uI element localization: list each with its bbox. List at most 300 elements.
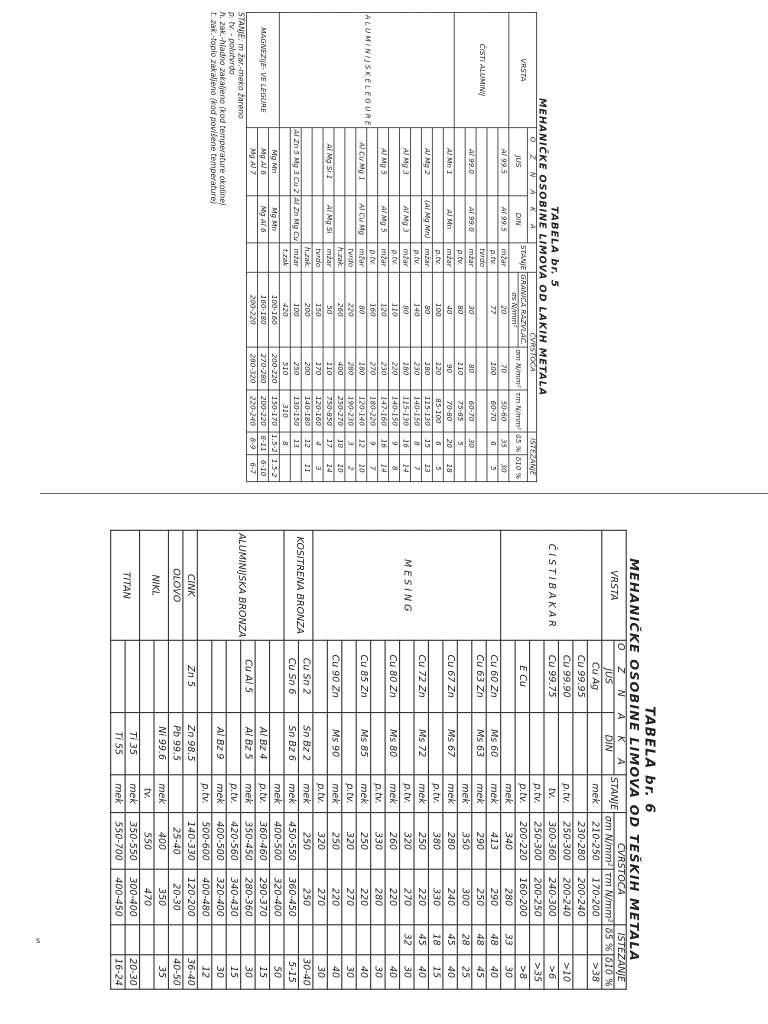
din-cell — [428, 712, 442, 774]
table6-vrsta-header: VRSTA — [602, 530, 626, 640]
delta5-cell: 9 — [367, 432, 378, 455]
table6-oznaka-header: O Z N A K A — [614, 640, 626, 774]
din-cell: Mg Mn — [268, 195, 279, 243]
sigma-m-cell: 340 — [501, 813, 515, 869]
group-label-kositrena: KOSITRENA BRONZA — [284, 530, 313, 640]
sigma-m-cell: 250-300 — [558, 813, 572, 869]
stanje-cell: p.tv. — [371, 774, 385, 813]
sigma-m-cell: 200-220 — [515, 813, 529, 869]
jus-cell — [457, 640, 471, 712]
jus-cell: Cu 60 Zn — [486, 640, 500, 712]
stanje-cell: p.tv. — [367, 242, 378, 271]
jus-cell: Zn 5 — [183, 640, 197, 712]
table-row — [168, 530, 182, 989]
din-cell — [197, 712, 211, 774]
sigma-m-cell: 330 — [371, 813, 385, 869]
jus-cell — [197, 640, 211, 712]
delta10-cell: >10 — [558, 954, 572, 989]
stanje-cell: p.tv. — [428, 774, 442, 813]
granica-cell: 80 — [400, 272, 411, 347]
stanje-cell: mek — [284, 774, 298, 813]
delta10-cell: 14 — [323, 454, 334, 481]
jus-cell — [428, 640, 442, 712]
din-cell: Al Bz 4 — [255, 712, 269, 774]
stanje-cell: mek — [443, 774, 457, 813]
delta10-cell: 16-24 — [111, 954, 125, 989]
tau-m-cell: 400-480 — [197, 869, 211, 925]
tau-m-cell: 200-240 — [573, 869, 587, 925]
stanje-cell: mek — [154, 774, 168, 813]
table6-page — [0, 520, 768, 1000]
delta10-cell: 15 — [226, 954, 240, 989]
sigma-m-cell: 280-320 — [247, 347, 258, 390]
tau-m-cell: 170-200 — [587, 869, 601, 925]
jus-cell: Al Mg 5 — [378, 127, 389, 195]
delta5-cell — [371, 925, 385, 954]
table-row — [443, 12, 454, 481]
stanje-cell: mek — [356, 774, 370, 813]
jus-cell: Cu Sn 2 — [298, 640, 312, 712]
tau-m-cell: 250 — [298, 869, 312, 925]
granica-cell: 150 — [312, 272, 323, 347]
sigma-m-cell: 250 — [356, 813, 370, 869]
delta10-cell: 30 — [498, 454, 509, 481]
tau-m-cell: 20-30 — [168, 869, 182, 925]
group-label-mesing: M E S I N G — [313, 530, 501, 640]
jus-cell — [530, 640, 544, 712]
granica-cell: 80 — [421, 272, 432, 347]
delta5-cell — [385, 925, 399, 954]
sigma-m-cell: 200-220 — [268, 347, 279, 390]
din-cell: Al Zn Mg Cu — [290, 195, 301, 243]
delta10-cell: 35 — [154, 954, 168, 989]
tau-m-cell: 150-170 — [268, 389, 279, 431]
table-row — [486, 530, 500, 989]
table6-istezanje-header: ISTEZANJE — [614, 925, 626, 990]
tau-m-cell: 140-150 — [410, 389, 421, 431]
granica-cell: 80 — [454, 272, 465, 347]
delta5-cell — [544, 925, 558, 954]
stanje-cell: p.tv. — [487, 242, 498, 271]
table5-istezanje-header: ISTEZANJE — [527, 432, 536, 481]
delta5-cell — [140, 925, 154, 954]
delta5-cell: 16 — [378, 432, 389, 455]
delta10-cell: 13 — [421, 454, 432, 481]
granica-cell: 200 — [301, 272, 312, 347]
tau-m-cell: 60-70 — [465, 389, 476, 431]
tau-m-cell: 250-270 — [334, 389, 345, 431]
jus-cell — [125, 640, 139, 712]
stanje-cell: p.tv. — [530, 774, 544, 813]
tau-m-cell: 270 — [342, 869, 356, 925]
table6-delta10-header: δ10 % — [602, 954, 614, 989]
stanje-cell: p.tv. — [400, 774, 414, 813]
delta10-cell: >6 — [544, 954, 558, 989]
din-cell — [247, 195, 258, 243]
delta10-cell: 14 — [378, 454, 389, 481]
jus-cell — [255, 640, 269, 712]
stanje-cell: p.tv. — [432, 242, 443, 271]
granica-cell — [476, 272, 487, 347]
table5-jus-header: JUS — [509, 127, 527, 195]
sigma-m-cell: 180 — [400, 347, 411, 390]
jus-cell: Al Mn 1 — [443, 127, 454, 195]
table-row — [298, 530, 312, 989]
sigma-m-cell: 260 — [385, 813, 399, 869]
sigma-m-cell: 250 — [298, 813, 312, 869]
delta5-cell: 48 — [486, 925, 500, 954]
tau-m-cell: 220 — [356, 869, 370, 925]
din-cell: Ms 80 — [385, 712, 399, 774]
delta5-cell: 8 — [410, 432, 421, 455]
table6-jus-header: JUS — [602, 640, 614, 712]
stanje-cell: p.tv. — [226, 774, 240, 813]
group-label-al_bronza: ALUMINIJSKA BRONZA — [197, 530, 284, 640]
delta5-cell: 6 — [487, 432, 498, 455]
group-label-cink: CINK — [183, 530, 197, 640]
tau-m-cell: 300 — [457, 869, 471, 925]
din-cell — [587, 712, 601, 774]
stanje-cell: mek — [212, 774, 226, 813]
din-cell — [454, 195, 465, 243]
delta5-cell — [558, 925, 572, 954]
delta10-cell: 2 — [345, 454, 356, 481]
table5 — [246, 12, 537, 482]
tau-m-cell: 240-300 — [544, 869, 558, 925]
delta5-cell: 48 — [472, 925, 486, 954]
stanje-cell: mek — [111, 774, 125, 813]
table-row — [183, 530, 197, 989]
jus-cell — [111, 640, 125, 712]
delta10-cell — [476, 454, 487, 481]
sigma-m-cell: 400 — [334, 347, 345, 390]
stanje-cell: p.tv. — [255, 774, 269, 813]
granica-cell: 220 — [345, 272, 356, 347]
din-cell: (Al Mg Mn) — [421, 195, 432, 243]
delta5-cell — [530, 925, 544, 954]
tau-m-cell: 140-150 — [389, 389, 400, 431]
tau-m-cell: 115-130 — [400, 389, 411, 431]
delta10-cell: 30 — [241, 954, 255, 989]
delta5-cell — [356, 925, 370, 954]
jus-cell — [168, 640, 182, 712]
din-cell — [400, 712, 414, 774]
tau-m-cell: 290 — [486, 869, 500, 925]
tau-m-cell: 280 — [501, 869, 515, 925]
din-cell: Al 99.0 — [465, 195, 476, 243]
tau-m-cell: 140-180 — [301, 389, 312, 431]
delta10-cell: 30 — [342, 954, 356, 989]
sigma-m-cell: 320 — [342, 813, 356, 869]
sigma-m-cell: 270-280 — [257, 347, 268, 390]
delta5-cell — [125, 925, 139, 954]
delta10-cell: 40 — [443, 954, 457, 989]
jus-cell: E Cu — [515, 640, 529, 712]
table5-sigma-s-header: σs N/mm² — [509, 272, 518, 347]
footer-line: t. zak.-toplo zakaljeno (kod povišene temperature) — [208, 11, 217, 204]
granica-cell: 140 — [410, 272, 421, 347]
jus-cell — [212, 640, 226, 712]
stanje-cell: t.zak — [279, 242, 290, 271]
delta10-cell: 10 — [334, 454, 345, 481]
delta5-cell — [255, 925, 269, 954]
delta5-cell: 45 — [443, 925, 457, 954]
table5-page — [0, 0, 768, 493]
table5-rotated — [207, 12, 560, 482]
din-cell — [313, 712, 327, 774]
delta5-cell — [226, 925, 240, 954]
table5-sigma-m-header: σm N/mm² — [509, 347, 527, 390]
margin-mark: s — [36, 936, 41, 945]
delta10-cell: 6-10 — [257, 454, 268, 481]
delta5-cell — [313, 925, 327, 954]
table6-din-header: DIN — [602, 712, 614, 774]
stanje-cell: tvrdo — [345, 242, 356, 271]
stanje-cell: mek — [241, 774, 255, 813]
jus-cell — [501, 640, 515, 712]
delta5-cell: 28 — [457, 925, 471, 954]
stanje-cell: p.tv. — [410, 242, 421, 271]
delta5-cell — [270, 925, 284, 954]
tau-m-cell: 147-160 — [378, 389, 389, 431]
granica-cell: 160-180 — [257, 272, 268, 347]
sigma-m-cell: 400-500 — [270, 813, 284, 869]
delta10-cell: 45 — [472, 954, 486, 989]
stanje-cell: p.tv. — [558, 774, 572, 813]
sigma-m-cell: 350-450 — [241, 813, 255, 869]
table-row — [268, 12, 279, 481]
group-label-cisti: ČISTI ALUMINIJ — [454, 12, 509, 127]
din-cell: Sn Bz 2 — [298, 712, 312, 774]
stanje-cell — [268, 242, 279, 271]
sigma-m-cell: 90 — [443, 347, 454, 390]
tau-m-cell: 200-220 — [257, 389, 268, 431]
din-cell — [140, 712, 154, 774]
jus-cell: Cu 99.90 — [558, 640, 572, 712]
sigma-m-cell: 230-280 — [573, 813, 587, 869]
delta10-cell: 3 — [312, 454, 323, 481]
sigma-m-cell: 120 — [432, 347, 443, 390]
delta10-cell: 25 — [457, 954, 471, 989]
stanje-cell — [247, 242, 258, 271]
stanje-cell: mžar — [356, 242, 367, 271]
table-row — [498, 12, 509, 481]
tau-m-cell: 85-100 — [432, 389, 443, 431]
din-cell — [226, 712, 240, 774]
sigma-m-cell: 140-330 — [183, 813, 197, 869]
delta5-cell — [212, 925, 226, 954]
delta5-cell: 45 — [414, 925, 428, 954]
tau-m-cell: 470 — [140, 869, 154, 925]
jus-cell: Cu 99.75 — [544, 640, 558, 712]
jus-cell: Al Mg 3 — [400, 127, 411, 195]
delta10-cell: 15 — [428, 954, 442, 989]
delta5-cell: 8 — [279, 432, 290, 455]
delta10-cell: >35 — [530, 954, 544, 989]
din-cell — [515, 712, 529, 774]
stanje-cell: mžar — [290, 242, 301, 271]
sigma-m-cell: 280 — [443, 813, 457, 869]
jus-cell: Cu 63 Zn — [472, 640, 486, 712]
sigma-m-cell: 280 — [345, 347, 356, 390]
delta5-cell — [342, 925, 356, 954]
granica-cell: 80 — [356, 272, 367, 347]
delta5-cell: 15 — [421, 432, 432, 455]
tau-m-cell: 50-60 — [498, 389, 509, 431]
delta5-cell — [168, 925, 182, 954]
din-cell: Ti 55 — [111, 712, 125, 774]
table-row — [587, 530, 601, 989]
jus-cell — [226, 640, 240, 712]
delta5-cell: 1.5-2 — [268, 432, 279, 455]
sigma-m-cell: 300-360 — [544, 813, 558, 869]
stanje-cell: mek — [298, 774, 312, 813]
sigma-m-cell: 290 — [472, 813, 486, 869]
delta10-cell: 40 — [327, 954, 341, 989]
footer-line: h. zak.-hladno zakaljeno (kod temperature okoline) — [217, 11, 226, 206]
delta5-cell: 13 — [290, 432, 301, 455]
din-cell — [530, 712, 544, 774]
jus-cell: Al Mg Si 1 — [323, 127, 334, 195]
din-cell: Ms 67 — [443, 712, 457, 774]
table6-stanje-header: STANJE — [602, 774, 626, 813]
stanje-cell: tvrdo — [312, 242, 323, 271]
din-cell: Zn 98.5 — [183, 712, 197, 774]
delta10-cell — [140, 954, 154, 989]
jus-cell: Mg Al 7 — [247, 127, 258, 195]
din-cell — [345, 195, 356, 243]
stanje-cell: mek — [327, 774, 341, 813]
delta10-cell: 30 — [400, 954, 414, 989]
delta10-cell: 1.5-2 — [268, 454, 279, 481]
tau-m-cell: 60-70 — [487, 389, 498, 431]
tau-m-cell: 340-430 — [226, 869, 240, 925]
stanje-cell: mžar — [443, 242, 454, 271]
jus-cell — [371, 640, 385, 712]
sigma-m-cell: 70 — [498, 347, 509, 390]
stanje-cell: mžar — [498, 242, 509, 271]
stanje-cell: p.tv. — [454, 242, 465, 271]
stanje-cell: mek — [414, 774, 428, 813]
din-cell — [389, 195, 400, 243]
jus-cell — [334, 127, 345, 195]
delta5-cell — [573, 925, 587, 954]
din-cell — [301, 195, 312, 243]
tau-m-cell: 320-400 — [270, 869, 284, 925]
tau-m-cell: 280-360 — [241, 869, 255, 925]
jus-cell: Al Cu Mg 1 — [356, 127, 367, 195]
group-label-olovo: OLOVO — [168, 530, 182, 640]
sigma-m-cell: 550 — [140, 813, 154, 869]
tau-m-cell: 220-240 — [247, 389, 258, 431]
table5-delta10-header: δ10 % — [509, 454, 527, 481]
table6-title-sub: MEHANIČKE OSOBINE LIMOVA OD TEŠKIH METALA — [626, 558, 643, 962]
din-cell — [432, 195, 443, 243]
table6-tau-m-header: τm N/mm² — [602, 869, 614, 925]
sigma-m-cell: 250 — [327, 813, 341, 869]
delta10-cell: 40 — [486, 954, 500, 989]
din-cell — [312, 195, 323, 243]
din-cell: Pb 99.5 — [168, 712, 182, 774]
tau-m-cell: 320-400 — [212, 869, 226, 925]
sigma-m-cell: 320 — [400, 813, 414, 869]
table5-title — [537, 12, 561, 482]
jus-cell: Cu Al 5 — [241, 640, 255, 712]
delta10-cell — [465, 454, 476, 481]
table6-rotated — [110, 530, 658, 990]
din-cell — [410, 195, 421, 243]
delta5-cell — [327, 925, 341, 954]
table6-body — [111, 530, 602, 989]
tau-m-cell: 160-200 — [515, 869, 529, 925]
delta5-cell — [241, 925, 255, 954]
sigma-m-cell: 350 — [457, 813, 471, 869]
table-row — [154, 530, 168, 989]
delta10-cell: 50 — [270, 954, 284, 989]
din-cell — [544, 712, 558, 774]
table5-body — [247, 12, 509, 481]
table6 — [110, 530, 627, 990]
sigma-m-cell: 360-460 — [255, 813, 269, 869]
jus-cell: Mg Al 6 — [257, 127, 268, 195]
stanje-cell: mek — [125, 774, 139, 813]
sigma-m-cell: 230 — [410, 347, 421, 390]
sigma-m-cell: 25-40 — [168, 813, 182, 869]
stanje-cell: p.tv. — [515, 774, 529, 813]
granica-cell: 40 — [443, 272, 454, 347]
delta5-cell: 33 — [501, 925, 515, 954]
sigma-m-cell: 413 — [486, 813, 500, 869]
granica-cell: 100 — [290, 272, 301, 347]
table6-sigma-m-header: σm N/mm² — [602, 813, 614, 869]
table-row — [125, 530, 139, 989]
din-cell — [367, 195, 378, 243]
table5-oznaka-header: O Z N A K A — [527, 127, 536, 243]
din-cell — [334, 195, 345, 243]
granica-cell: 77 — [487, 272, 498, 347]
jus-cell — [367, 127, 378, 195]
delta10-cell: 18 — [443, 454, 454, 481]
jus-cell: Cu Sn 6 — [284, 640, 298, 712]
delta10-cell: 6-7 — [247, 454, 258, 481]
stanje-cell: p.tv. — [342, 774, 356, 813]
delta10-cell — [290, 454, 301, 481]
din-cell: Ti 35 — [125, 712, 139, 774]
din-cell: Al Mg 5 — [378, 195, 389, 243]
delta5-cell: 12 — [356, 432, 367, 455]
delta5-cell — [111, 925, 125, 954]
sigma-m-cell: 170 — [312, 347, 323, 390]
tau-m-cell: 200-240 — [558, 869, 572, 925]
delta5-cell: 3 — [345, 432, 356, 455]
granica-cell: 100 — [432, 272, 443, 347]
granica-cell: 120 — [378, 272, 389, 347]
delta5-cell: 35 — [498, 432, 509, 455]
jus-cell — [454, 127, 465, 195]
jus-cell: Al 99.5 — [498, 127, 509, 195]
din-cell: Al Bz 5 — [241, 712, 255, 774]
delta10-cell: 40 — [414, 954, 428, 989]
sigma-m-cell: 450-550 — [284, 813, 298, 869]
tau-m-cell: 220 — [414, 869, 428, 925]
delta5-cell — [197, 925, 211, 954]
delta5-cell — [183, 925, 197, 954]
jus-cell: Mg Mn — [268, 127, 279, 195]
sigma-m-cell: 250 — [414, 813, 428, 869]
group-label-legure: A L U M I N I J S K E L E G U R E — [279, 12, 454, 127]
din-cell — [476, 195, 487, 243]
jus-cell — [154, 640, 168, 712]
